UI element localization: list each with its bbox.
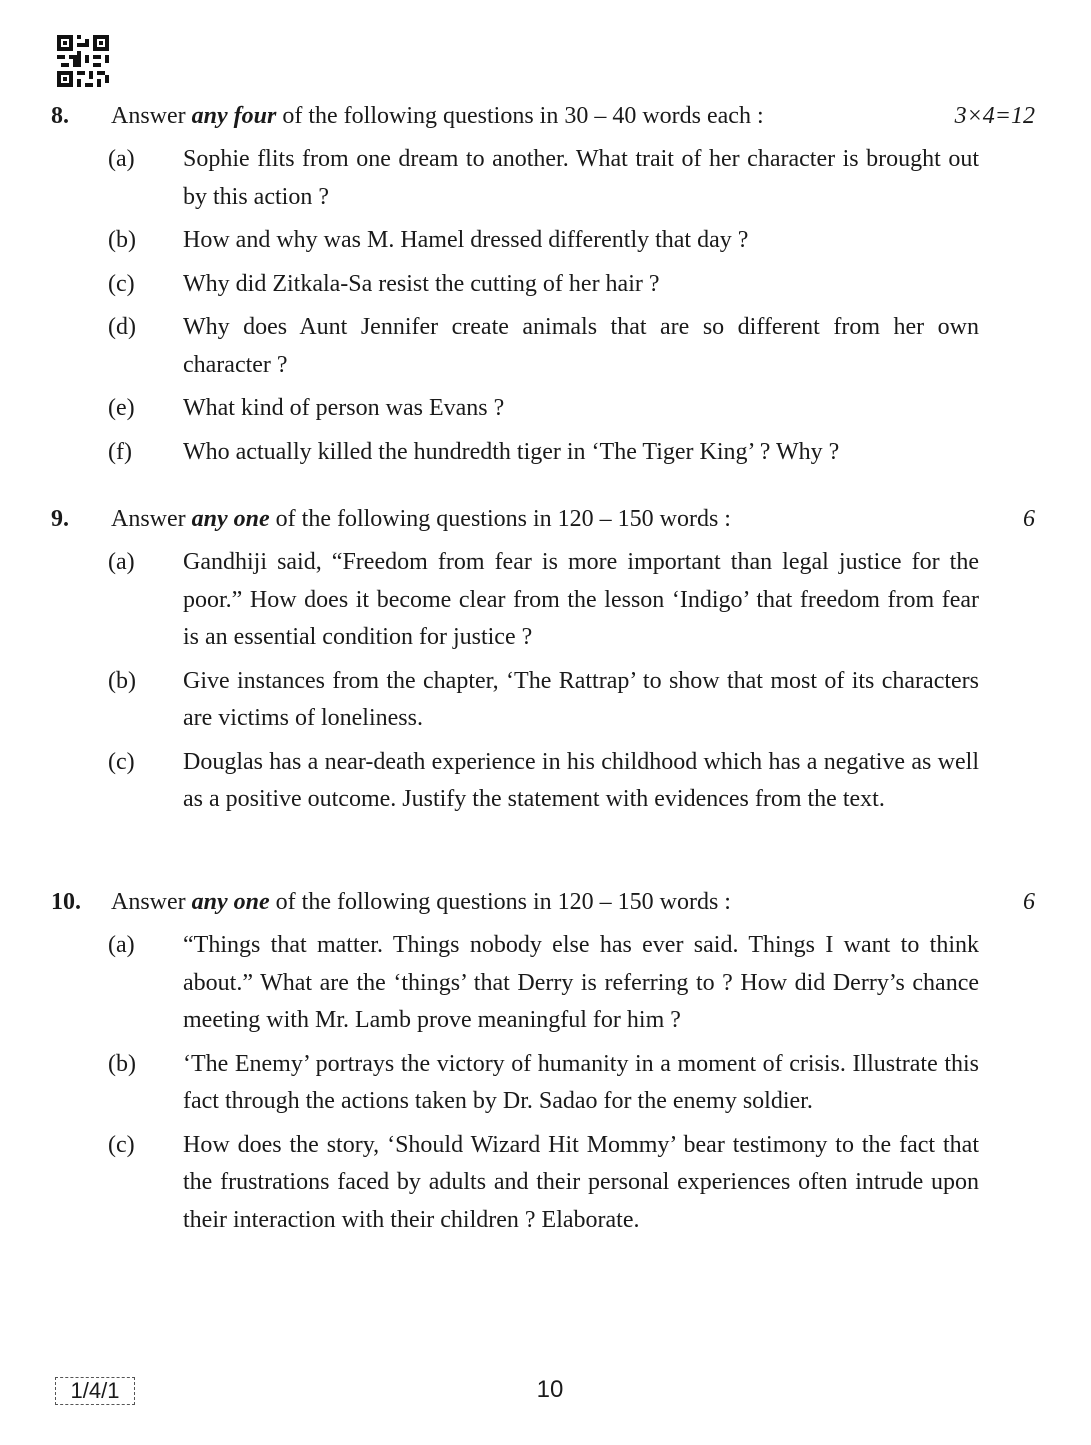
question-8-part-b — [0, 222, 1091, 260]
paper-code: 1/4/1 — [55, 1377, 135, 1405]
part-label: (c) — [108, 270, 135, 297]
part-text: How and why was M. Hamel dressed differently that day ? — [183, 227, 749, 253]
question-marks: 6 — [1023, 889, 1035, 915]
question-9-part-b — [0, 663, 1091, 738]
question-10-part-a — [0, 927, 1091, 1040]
part-text: How does the story, ‘Should Wizard Hit Mommy’ bear testimony to the fact that the frustrations faced by adults and their personal experiences often intrude upon their interaction with their children ? Elaborate. — [183, 1131, 979, 1233]
part-label: (a) — [108, 549, 135, 575]
question-number: 8. — [51, 103, 69, 129]
instruction-emphasis: any one — [191, 889, 270, 915]
part-label: (a) — [108, 932, 135, 958]
page-number: 10 — [536, 1376, 564, 1403]
question-8-part-f — [0, 434, 1091, 472]
question-header — [0, 500, 1091, 538]
question-number: 10. — [51, 889, 81, 915]
part-text: What kind of person was Evans ? — [183, 395, 505, 421]
part-label: (f) — [108, 438, 132, 465]
instruction-emphasis: any one — [191, 506, 270, 532]
question-9-part-a — [0, 544, 1091, 657]
question-8-part-d — [0, 309, 1091, 384]
part-label: (d) — [108, 314, 136, 340]
question-instruction: Answer any one of the following questions in 120 – 150 words : — [111, 506, 731, 532]
question-marks: 3×4=12 — [954, 103, 1035, 129]
part-text: Douglas has a near-death experience in his childhood which has a negative as well as a positive outcome. Justify the statement with evidences from the text. — [183, 748, 979, 812]
part-label: (b) — [108, 667, 136, 694]
question-8-part-a — [0, 141, 1091, 216]
part-label: (a) — [108, 146, 135, 172]
qr-code-icon — [57, 35, 109, 87]
part-text: “Things that matter. Things nobody else has ever said. Things I want to think about.” What are the ‘things’ that Derry is referring to ? How did Derry’s chance meeting with Mr. Lamb prove meaningful for him ? — [183, 932, 979, 1033]
question-number: 9. — [51, 506, 69, 532]
part-label: (b) — [108, 1050, 136, 1077]
question-9 — [0, 500, 1091, 819]
question-10-part-b — [0, 1046, 1091, 1121]
part-text: Why does Aunt Jennifer create animals that are so different from her own character ? — [183, 314, 979, 378]
question-10-part-c — [0, 1127, 1091, 1240]
question-instruction: Answer any four of the following questions in 30 – 40 words each : — [111, 103, 764, 129]
question-8 — [0, 97, 1091, 471]
part-text: Give instances from the chapter, ‘The Rattrap’ to show that most of its characters are victims of loneliness. — [183, 667, 979, 731]
part-label: (c) — [108, 748, 135, 775]
part-label: (b) — [108, 227, 136, 253]
question-10 — [0, 883, 1091, 1239]
question-header — [0, 883, 1091, 921]
part-text: Why did Zitkala-Sa resist the cutting of her hair ? — [183, 270, 660, 297]
part-text: Who actually killed the hundredth tiger in ‘The Tiger King’ ? Why ? — [183, 438, 840, 465]
part-text: Gandhiji said, “Freedom from fear is more important than legal justice for the poor.” How does it become clear from the lesson ‘Indigo’ that freedom from fear is an essential condition for justice ? — [183, 549, 979, 650]
part-text: ‘The Enemy’ portrays the victory of humanity in a moment of crisis. Illustrate this fact through the actions taken by Dr. Sadao for the enemy soldier. — [183, 1050, 979, 1114]
part-label: (c) — [108, 1131, 135, 1158]
question-9-part-c — [0, 744, 1091, 819]
question-instruction: Answer any one of the following questions in 120 – 150 words : — [111, 889, 731, 915]
part-label: (e) — [108, 395, 135, 421]
question-header — [0, 97, 1091, 135]
question-8-part-c — [0, 266, 1091, 304]
question-marks: 6 — [1023, 506, 1035, 532]
part-text: Sophie flits from one dream to another. What trait of her character is brought out by this action ? — [183, 146, 979, 210]
question-8-part-e — [0, 390, 1091, 428]
instruction-emphasis: any four — [191, 103, 277, 129]
